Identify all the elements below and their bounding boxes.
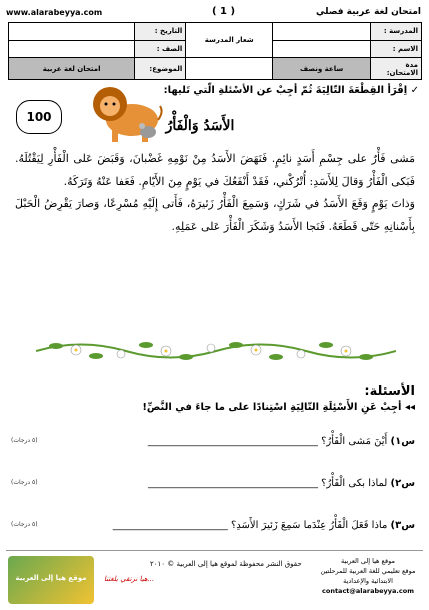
answer-line[interactable]: __________________________________ (147, 436, 318, 447)
copyright-text: حقوق النشر محفوظة لموقع هيا إلى العربية © ٢٠١٠ (150, 560, 302, 568)
story-text (15, 148, 415, 238)
school-logo: شعار المدرسة (186, 23, 273, 58)
story-paragraph: مَشى فَأْرٌ على جِسْمِ أَسَدٍ نائِمٍ. فَنَهَضَ الأَسَدُ مِنْ نَوْمِهِ غَضْبانَ، وَقَبَضَ عَلى الْفَأْرِ لِيَقْتُلَهُ. فَبَكى الْفَأْرُ وَقالَ لِلأَسَدِ: أُتْرُكْني، فَقَدْ أَنْفَعُكَ في يَوْمٍ مِنَ الأَيّامِ. فَعَفا عَنْهُ وَتَرَكَهُ. (15, 152, 415, 188)
blank-cell (186, 58, 273, 80)
question-1 (11, 436, 415, 452)
subject-label: الموضوع: (135, 58, 186, 80)
question-text: أَيْنَ مَشى الْفَأْرُ؟ (321, 436, 388, 447)
school-label: المدرسة : (371, 23, 422, 41)
page-number: ( 1 ) (212, 6, 236, 17)
question-points: (٥ درجات) (11, 437, 38, 444)
date-label: التاريخ : (135, 23, 186, 41)
duration-label: مدة الامتحان: (371, 58, 422, 80)
contact-line: الابتدائية والإعدادية (343, 577, 393, 585)
duration-value: ساعة ونصف (273, 58, 371, 80)
subject-value: امتحان لغة عربية (9, 58, 135, 80)
exam-title: امتحان لغة عربية فصلي (316, 7, 421, 17)
name-field[interactable] (273, 40, 371, 58)
site-url: www.alarabeyya.com (6, 8, 103, 17)
question-points: (٥ درجات) (11, 521, 38, 528)
flower-vine-divider (36, 336, 396, 366)
questions-heading: الأسئلة: (364, 384, 415, 399)
footer-slogan: هيا نرتقي بلغتنا... (104, 575, 155, 583)
question-number: س٢) (390, 478, 415, 489)
question-number: س٣) (390, 520, 415, 531)
question-3 (11, 520, 415, 536)
story-paragraph: وَذاتَ يَوْمٍ وَقَعَ الأَسَدُ في شَرَكٍ، وَسَمِعَ الْفَأْرُ زَئيرَهُ، فَأَتى إِلَيْهِ مُسْرِعًا، وَصارَ يَقْرِضُ الْحَبْلَ بِأَسْنانِهِ حَتّى قَطَعَهُ. فَنَجا الأَسَدُ وَشَكَرَ الْفَأْرَ عَلى عَمَلِهِ. (15, 197, 415, 233)
exam-header-table (8, 22, 422, 80)
school-field[interactable] (273, 23, 371, 41)
grade-label: الصف : (135, 40, 186, 58)
reading-instruction: ✓ اِقْرَأ القِطْعَةَ التّالِيَةَ ثُمّ أجِبْ عن الأسْئلةِ الّتي تَليها: (163, 85, 419, 96)
question-number: س١) (390, 436, 415, 447)
question-text: لماذا بكى الْفَأْرُ؟ (321, 478, 388, 489)
site-logo (8, 556, 94, 604)
lion-mouse-illustration (82, 82, 164, 144)
contact-block (313, 556, 423, 596)
answer-line[interactable]: __________________________________ (147, 478, 318, 489)
site-logo-text: موقع هيا إلى العربية (15, 574, 87, 582)
grade-field[interactable] (9, 40, 135, 58)
contact-line: موقع تعليمي للغة العربية للمرحلتين (320, 567, 416, 575)
score-box: 100 (16, 100, 62, 134)
answer-line[interactable]: _______________________ (112, 520, 228, 531)
question-2 (11, 478, 415, 494)
date-field[interactable] (9, 23, 135, 41)
questions-instruction: ◂◂ أجِبْ عَنِ الأَسْئِلَةِ التّالِيَةِ اسْتِنادًا على ما جاءَ في النَّصِّ! (142, 402, 415, 413)
contact-email-link[interactable]: contact@alarabeyya.com (322, 587, 414, 595)
contact-line: موقع هيا إلى العربية (341, 557, 395, 565)
name-label: الاسم : (371, 40, 422, 58)
question-text: ماذا فَعَلَ الْفَأْرُ عِنْدَما سَمِعَ زَئيرَ الأَسَدِ؟ (230, 520, 388, 531)
question-points: (٥ درجات) (11, 479, 38, 486)
story-title: الأَسَدُ وَالْفَأْرُ (165, 118, 235, 134)
